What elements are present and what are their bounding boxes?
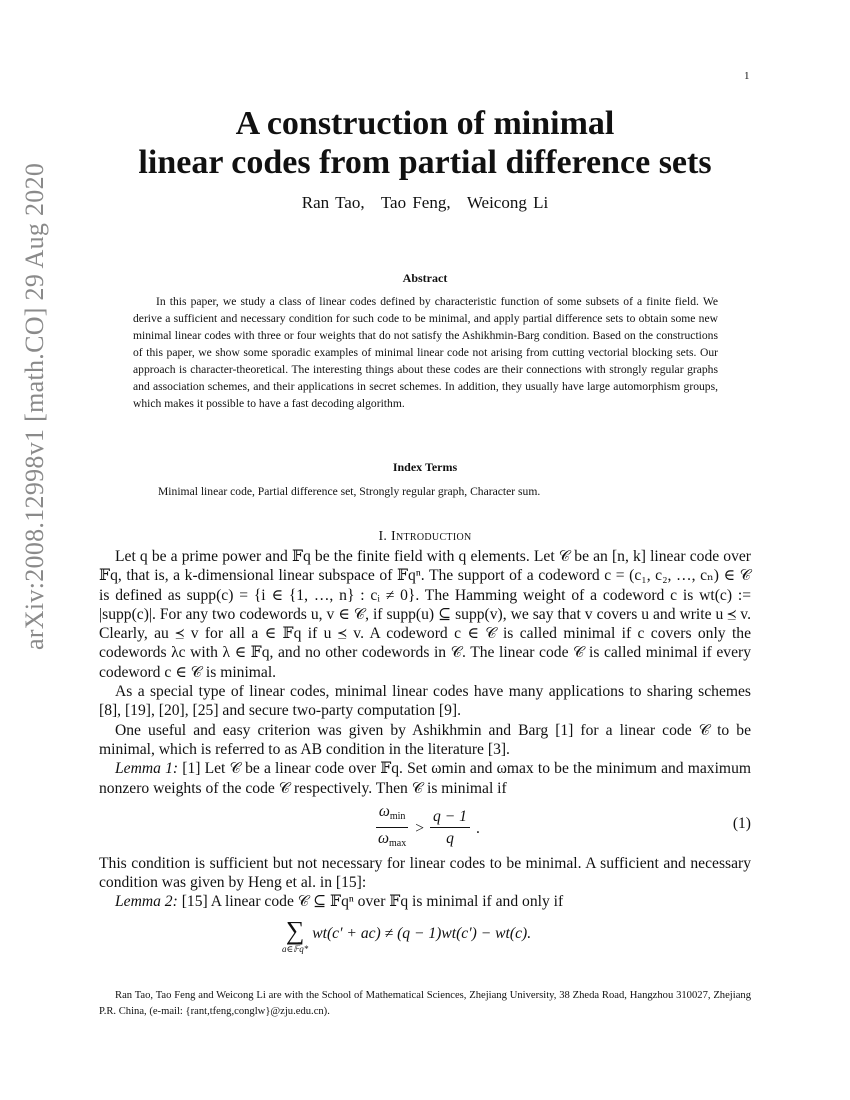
paragraph-ab-criterion: One useful and easy criterion was given by Ashikhmin and Barg [1] for a linear code 𝒞 to be minimal, which is referred to as AB condition in the literature [3]. xyxy=(99,721,751,758)
title-line-1: A construction of minimal xyxy=(235,105,615,142)
author-affiliation-footnote: Ran Tao, Tao Feng and Weicong Li are with the School of Mathematical Sciences, Zhejiang University, 38 Zheda Road, Hangzhou 310027, Zhejiang P.R. China, (e-mail: {rant,tfeng,conglw}@zju.edu.cn). xyxy=(99,990,751,1017)
paragraph-applications: As a special type of linear codes, minimal linear codes have many applications to sharing schemes [8], [19], [20], [25] and secure two-party computation [9]. xyxy=(99,683,751,720)
author: Ran Tao, xyxy=(301,193,365,212)
index-terms-text: Minimal linear code, Partial difference set, Strongly regular graph, Character sum. xyxy=(158,485,541,498)
equation-number: (1) xyxy=(732,814,751,832)
abstract-heading: Abstract xyxy=(402,271,448,285)
summation: ∑ a∈𝔽q* xyxy=(282,915,309,954)
title-line-2: linear codes from partial difference sets xyxy=(138,144,712,181)
index-terms-heading: Index Terms xyxy=(392,460,458,474)
author-list xyxy=(0,193,850,213)
fraction-q: $\frac{q - 1}{q}$ xyxy=(430,807,470,850)
lemma-2-label: Lemma 2: xyxy=(115,893,178,911)
author: Weicong Li xyxy=(466,193,549,212)
equation-1: $\frac{\omega_{min}}{\omega_{max}}$ > $\frac{q - 1}{q}$ . (1) xyxy=(99,798,751,854)
relation: > xyxy=(415,819,425,837)
paragraph-condition: This condition is sufficient but not necessary for linear codes to be minimal. A sufficient and necessary condition was given by Heng et al. in [15]: xyxy=(99,854,751,892)
paper-title xyxy=(0,104,850,182)
arxiv-stamp: arXiv:2008.12998v1 [math.CO] 29 Aug 2020 xyxy=(20,162,49,650)
author: Tao Feng, xyxy=(380,193,451,212)
equation-2 xyxy=(99,912,751,970)
lemma-2-text: [15] A linear code 𝒞 ⊆ 𝔽qⁿ over 𝔽q is minimal if and only if xyxy=(181,893,564,911)
fraction-omega: $\frac{\omega_{min}}{\omega_{max}}$ xyxy=(375,802,409,855)
equation-2-expression: wt(c′ + ac) ≠ (q − 1)wt(c′) − wt(c). xyxy=(312,924,532,942)
lemma-2 xyxy=(99,892,751,911)
section-heading-introduction: I. Introduction xyxy=(378,529,472,544)
page-number: 1 xyxy=(744,70,750,82)
abstract-text: In this paper, we study a class of linear codes defined by characteristic function of some subsets of a finite field. We derive a sufficient and necessary condition for such code to be minimal, and apply partial difference sets to obtain some new minimal linear codes with three or four weights that do not satisfy the Ashikhmin-Barg condition. Based on the constructions of this paper, we show some sporadic examples of minimal linear code not arising from cutting vectorial blocking sets. Our approach is character-theoretical. The interesting things about these codes are their connections with strongly regular graphs and association schemes, and their applications in secret schemes. In addition, they usually have large automorphism groups, which makes it possible to have a fast decoding algorithm. xyxy=(133,295,718,410)
lemma-1 xyxy=(99,759,751,798)
lemma-1-label: Lemma 1: xyxy=(115,760,179,778)
lemma-1-text: [1] Let 𝒞 be a linear code over 𝔽q. Set ωmin and ωmax to be the minimum and maximum nonzero weights of the code 𝒞 respectively. Then 𝒞 is minimal if xyxy=(99,760,751,797)
paragraph-definitions: Let q be a prime power and 𝔽q be the finite field with q elements. Let 𝒞 be an [n, k] linear code over 𝔽q, that is, a k-dimensional linear subspace of 𝔽qⁿ. The support of a codeword c = (c₁, c₂, …, cₙ) ∈ 𝒞 is defined as supp(c) = {i ∈ {1, …, n} : cᵢ ≠ 0}. The Hamming weight of a codeword c is wt(c) := |supp(c)|. For any two codewords u, v ∈ 𝒞, if supp(u) ⊆ supp(v), we say that v covers u and write u ⪯ v. Clearly, au ⪯ v for all a ∈ 𝔽q if u ⪯ v. A codeword c ∈ 𝒞 is called minimal if c covers only the codewords λc with λ ∈ 𝔽q, and no other codewords in 𝒞. The linear code 𝒞 is called minimal if every codeword c ∈ 𝒞 is minimal. xyxy=(99,548,751,681)
body-text xyxy=(99,547,751,970)
